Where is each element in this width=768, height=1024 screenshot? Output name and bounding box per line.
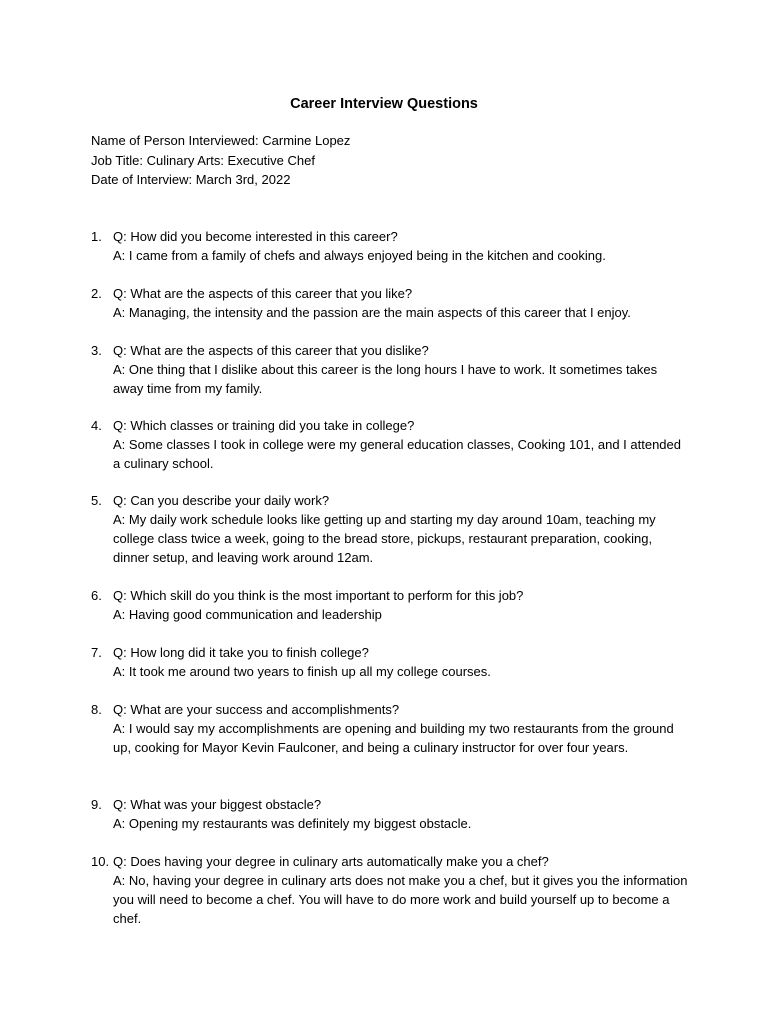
qa-number: 6. [91, 588, 102, 603]
answer: A: It took me around two years to finish up all my college courses. [113, 664, 491, 679]
qa-content [113, 227, 688, 265]
document-title: Career Interview Questions [290, 96, 478, 112]
qa-number: 8. [91, 702, 102, 717]
question: Q: Which skill do you think is the most important to perform for this job? [113, 588, 524, 603]
qa-content [113, 795, 688, 833]
qa-content [113, 700, 688, 757]
person-interviewed: Name of Person Interviewed: Carmine Lopez [91, 133, 351, 148]
qa-content [113, 586, 688, 624]
question: Q: Which classes or training did you take in college? [113, 418, 415, 433]
qa-content [113, 852, 688, 928]
answer: A: I came from a family of chefs and always enjoyed being in the kitchen and cooking. [113, 248, 606, 263]
question: Q: How long did it take you to finish college? [113, 645, 369, 660]
qa-number: 7. [91, 645, 102, 660]
qa-number: 9. [91, 797, 102, 812]
qa-content [113, 491, 688, 567]
question: Q: What are the aspects of this career that you dislike? [113, 343, 429, 358]
question: Q: What are the aspects of this career that you like? [113, 286, 413, 301]
qa-number: 5. [91, 493, 102, 508]
qa-number: 2. [91, 286, 102, 301]
qa-content [113, 284, 688, 322]
answer: A: I would say my accomplishments are opening and building my two restaurants from the ground up, cooking for Mayor Kevin Faulconer, and being a culinary instructor for over four years. [113, 721, 674, 755]
qa-number: 3. [91, 343, 102, 358]
answer: A: Some classes I took in college were my general education classes, Cooking 101, and I attended a culinary school. [113, 437, 681, 471]
answer: A: No, having your degree in culinary arts does not make you a chef, but it gives you the information you will need to become a chef. You will have to do more work and build yourself up to become a chef. [113, 873, 688, 926]
answer: A: My daily work schedule looks like getting up and starting my day around 10am, teaching my college class twice a week, going to the bread store, pickups, restaurant preparation, cooking, dinner setup, and leaving work around 12am. [113, 512, 656, 565]
job-title: Job Title: Culinary Arts: Executive Chef [91, 152, 315, 168]
qa-number: 1. [91, 229, 102, 244]
qa-number: 4. [91, 418, 102, 433]
question: Q: Can you describe your daily work? [113, 493, 330, 508]
question: Q: Does having your degree in culinary arts automatically make you a chef? [113, 854, 549, 869]
interview-details [91, 131, 691, 190]
qa-number: 10. [91, 854, 110, 869]
question: Q: What was your biggest obstacle? [113, 797, 322, 812]
interview-date: Date of Interview: March 3rd, 2022 [91, 172, 291, 187]
question: Q: What are your success and accomplishments? [113, 702, 400, 717]
answer: A: Having good communication and leadership [113, 607, 382, 622]
answer: A: Opening my restaurants was definitely my biggest obstacle. [113, 816, 472, 831]
question: Q: How did you become interested in this career? [113, 229, 398, 244]
answer: A: Managing, the intensity and the passion are the main aspects of this career that I enjoy. [113, 305, 631, 320]
qa-content [113, 341, 688, 398]
qa-content [113, 643, 688, 681]
answer: A: One thing that I dislike about this career is the long hours I have to work. It sometimes takes away time from my family. [113, 362, 658, 396]
qa-content [113, 416, 688, 473]
